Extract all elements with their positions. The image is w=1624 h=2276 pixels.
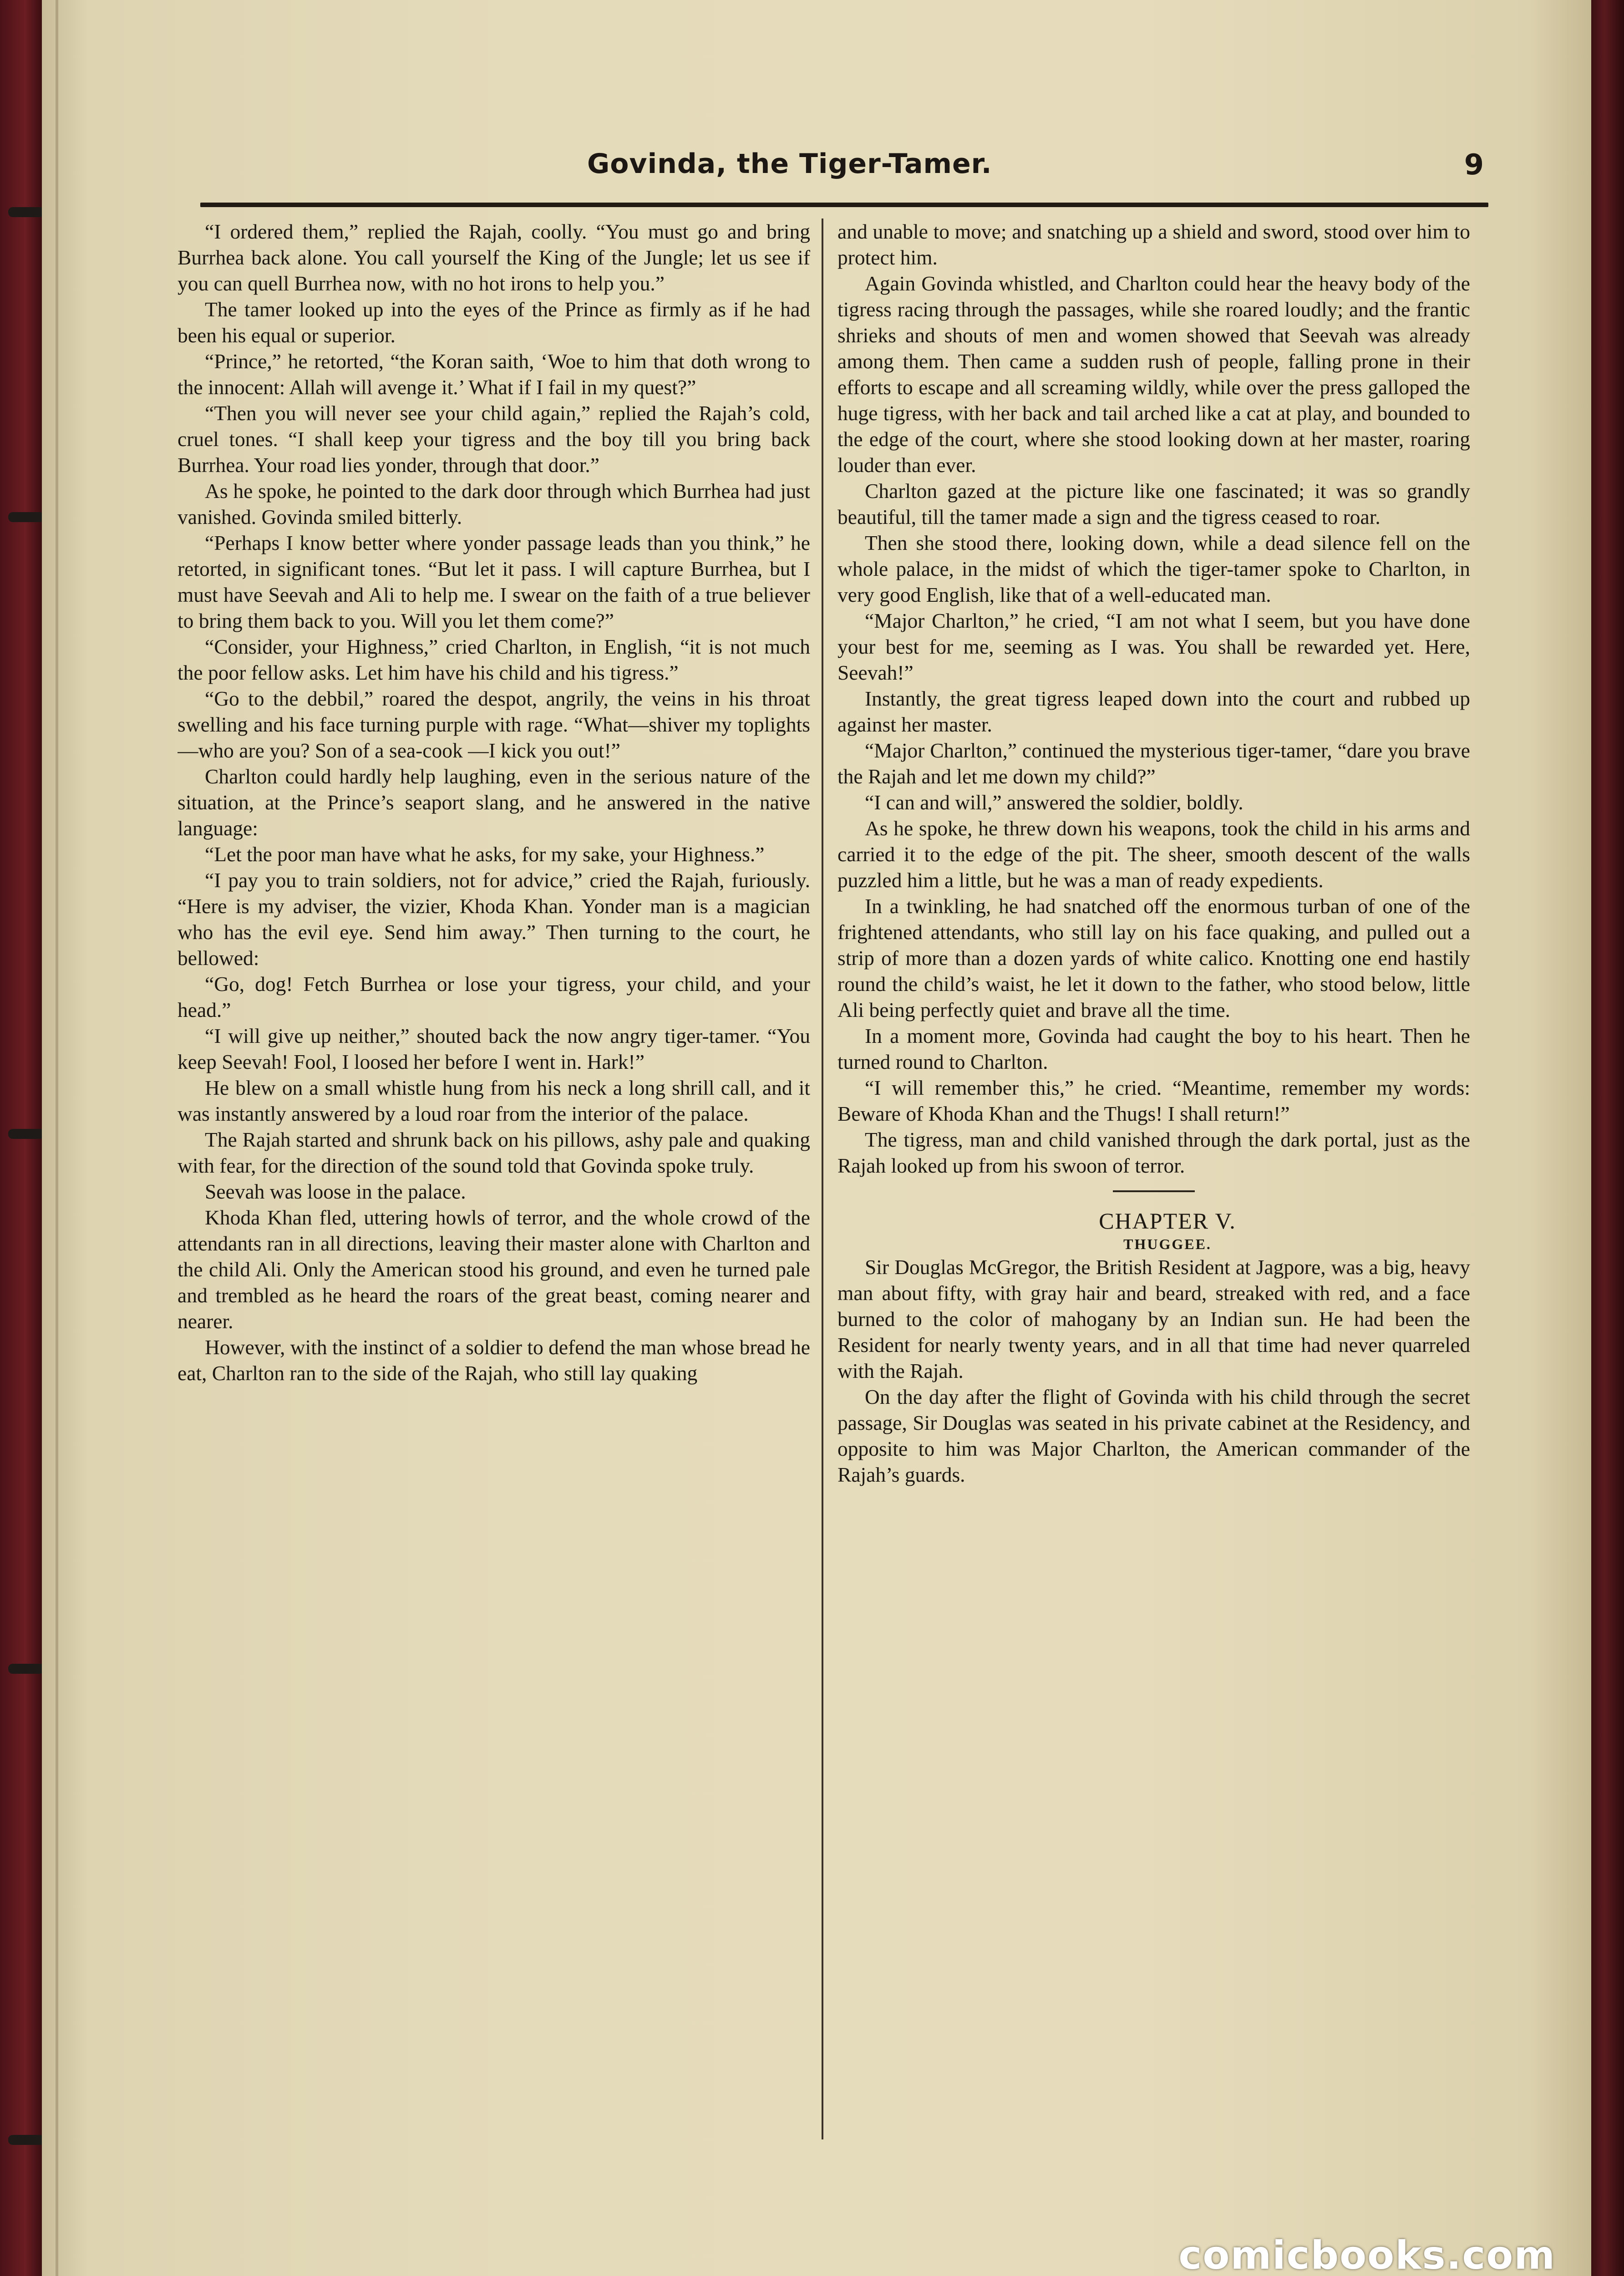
running-header [200, 148, 1493, 189]
paragraph: As he spoke, he threw down his weapons, took the child in his arms and carried it to the edge of the pit. The sheer, smooth descent of the walls puzzled him a little, but he was a man of ready expedients. [837, 817, 1470, 892]
chapter-rule [1113, 1190, 1195, 1192]
paragraph: “Major Charlton,” continued the mysterious tiger-tamer, “dare you brave the Rajah and let me down my child?” [837, 739, 1470, 788]
paragraph: The Rajah started and shrunk back on his pillows, ashy pale and quaking with fear, for the direction of the sound told that Govinda spoke truly. [178, 1128, 810, 1177]
paragraph: However, with the instinct of a soldier to defend the man whose bread he eat, Charlton ran to the side of the Rajah, who still lay quaking [178, 1336, 810, 1385]
paragraph: “Prince,” he retorted, “the Koran saith, ‘Woe to him that doth wrong to the innocent: Allah will avenge it.’ What if I fail in my quest?” [178, 350, 810, 399]
paragraph: “I ordered them,” replied the Rajah, coolly. “You must go and bring Burrhea back alone. You call yourself the King of the Jungle; let us see if you can quell Burrhea now, with no hot irons to help you.” [178, 220, 810, 295]
paragraph: “Major Charlton,” he cried, “I am not what I seem, but you have done your best for me, seeming as I was. You shall be rewarded yet. Here, Seevah!” [837, 609, 1470, 684]
binding-stitch [8, 207, 45, 217]
paragraph: Charlton could hardly help laughing, even in the serious nature of the situation, at the Prince’s seaport slang, and he answered in the native language: [178, 765, 810, 840]
paragraph: “Go to the debbil,” roared the despot, angrily, the veins in his throat swelling and his face turning purple with rage. “What—shiver my toplights—who are you? Son of a sea-cook —I kick you out!” [178, 687, 810, 762]
left-column [178, 218, 810, 2149]
paragraph: “I pay you to train soldiers, not for advice,” cried the Rajah, furiously. “Here is my adviser, the vizier, Khoda Khan. Yonder man is a magician who has the evil eye. Send him away.” Then turning to the court, he bellowed: [178, 869, 810, 970]
chapter-subtitle: THUGGEE. [1123, 1236, 1212, 1252]
paragraph: Sir Douglas McGregor, the British Resident at Jagpore, was a big, heavy man about fifty, with gray hair and beard, streaked with red, and a face burned to the color of mahogany by an Indian sun. He had been the Resident for nearly twenty years, and in all that time had never quarreled with the Rajah. [837, 1255, 1470, 1382]
paragraph: “I will remember this,” he cried. “Meantime, remember my words: Beware of Khoda Khan and the Thugs! I shall return!” [837, 1076, 1470, 1125]
paragraph: The tamer looked up into the eyes of the Prince as firmly as if he had been his equal or superior. [178, 298, 810, 347]
paragraph: The tigress, man and child vanished through the dark portal, just as the Rajah looked up from his swoon of terror. [837, 1128, 1470, 1177]
paragraph: “I will give up neither,” shouted back the now angry tiger-tamer. “You keep Seevah! Fool, I loosed her before I went in. Hark!” [178, 1024, 810, 1073]
paragraph: Again Govinda whistled, and Charlton could hear the heavy body of the tigress racing through the passages, while she roared loudly; and the frantic shrieks and shouts of men and women showed that Seevah was already among them. Then came a sudden rush of people, falling prone in their efforts to escape and all screaming wildly, while over the press galloped the huge tigress, with her back and tail arched like a cat at play, and bounded to the edge of the court, where she stood looking down at her master, roaring louder than ever. [837, 272, 1470, 477]
header-rule [200, 203, 1488, 207]
page-right-edge [1591, 0, 1624, 2276]
paragraph: In a moment more, Govinda had caught the boy to his heart. Then he turned round to Charlton. [837, 1024, 1470, 1073]
binding-stitch [8, 2135, 45, 2145]
page-number: 9 [1464, 148, 1484, 181]
paragraph: “Perhaps I know better where yonder passage leads than you think,” he retorted, in significant tones. “But let it pass. I will capture Burrhea, but I must have Seevah and Ali to help me. I swear on the faith of a true believer to bring them back to you. Will you let them come?” [178, 531, 810, 632]
binding-stitch [8, 1664, 45, 1674]
binding-stitch [8, 512, 45, 522]
paragraph: Khoda Khan fled, uttering howls of terror, and the whole crowd of the attendants ran in all directions, leaving their master alone with Charlton and the child Ali. Only the American stood his ground, and even he turned pale and trembled as he heard the roars of the great beast, coming nearer and nearer. [178, 1206, 810, 1333]
binding-stitch [8, 1129, 45, 1139]
running-title: Govinda, the Tiger-Tamer. [587, 148, 992, 180]
paragraph: “Let the poor man have what he asks, for my sake, your Highness.” [205, 843, 765, 866]
paragraph: In a twinkling, he had snatched off the enormous turban of one of the frightened attendants, who still lay on his face quaking, and pulled out a strip of more than a dozen yards of white calico. Knotting one end hastily round the child’s waist, he let it down to the father, who stood below, little Ali being perfectly quiet and brave all the time. [837, 894, 1470, 1021]
paragraph: “I can and will,” answered the soldier, boldly. [865, 791, 1243, 814]
paragraph: He blew on a small whistle hung from his neck a long shrill call, and it was instantly answered by a loud roar from the interior of the palace. [178, 1076, 810, 1125]
paragraph: and unable to move; and snatching up a shield and sword, stood over him to protect him. [837, 220, 1470, 269]
paragraph: “Go, dog! Fetch Burrhea or lose your tigress, your child, and your head.” [178, 972, 810, 1021]
paragraph: Instantly, the great tigress leaped down into the court and rubbed up against her master. [837, 687, 1470, 736]
paragraph: “Consider, your Highness,” cried Charlton, in English, “it is not much the poor fellow asks. Let him have his child and his tigress.” [178, 635, 810, 684]
paragraph: “Then you will never see your child again,” replied the Rajah’s cold, cruel tones. “I shall keep your tigress and the boy till you bring back Burrhea. Your road lies yonder, through that door.” [178, 401, 810, 477]
paragraph: On the day after the flight of Govinda with his child through the secret passage, Sir Douglas was seated in his private cabinet at the Residency, and opposite to him was Major Charlton, the American commander of the Rajah’s guards. [837, 1385, 1470, 1486]
chapter-title: CHAPTER V. [1099, 1208, 1236, 1234]
paragraph: Charlton gazed at the picture like one fascinated; it was so grandly beautiful, till the tamer made a sign and the tigress ceased to roar. [837, 479, 1470, 528]
book-binding [0, 0, 42, 2276]
column-divider [822, 218, 823, 2139]
watermark: comicbooks.com [1178, 2233, 1556, 2276]
paragraph: Seevah was loose in the palace. [205, 1180, 466, 1203]
right-column [837, 218, 1470, 2149]
paragraph: As he spoke, he pointed to the dark door through which Burrhea had just vanished. Govinda smiled bitterly. [178, 479, 810, 528]
paragraph: Then she stood there, looking down, while a dead silence fell on the whole palace, in the midst of which the tiger-tamer spoke to Charlton, in very good English, like that of a well-educated man. [837, 531, 1470, 606]
page-gutter-edge [56, 0, 58, 2276]
